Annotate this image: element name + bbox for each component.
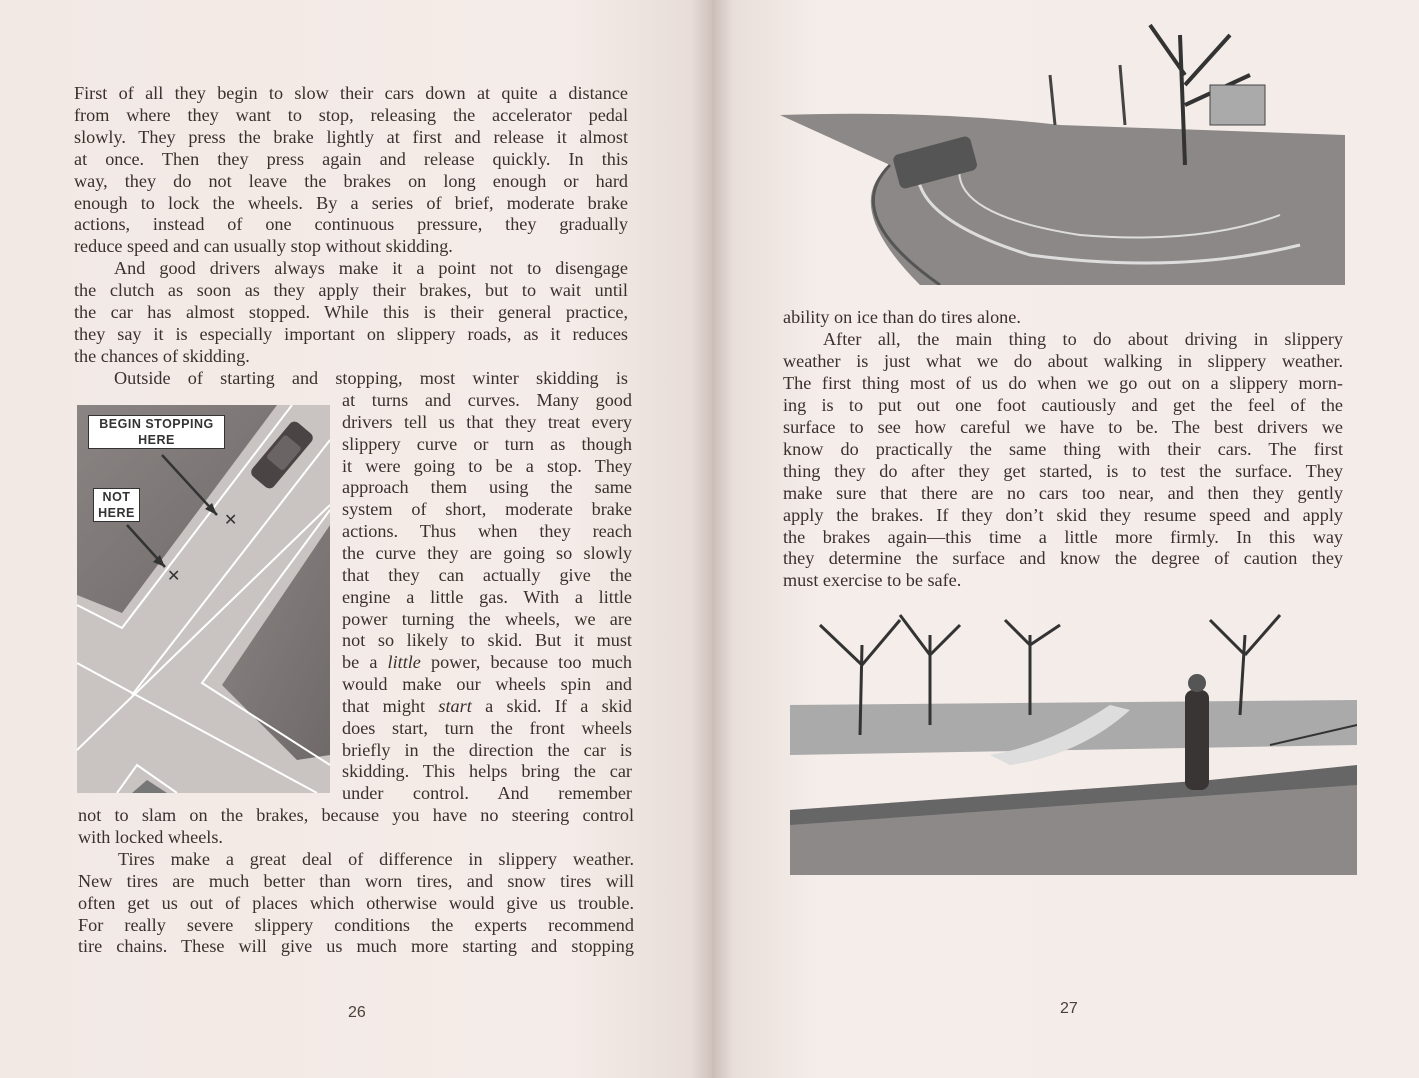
text-line: does start, turn the front wheels [342,717,632,738]
x-mark: ✕ [167,566,181,585]
text-line: tire chains. These will give us much more starting and stopping [78,936,634,957]
text-line: New tires are much better than worn tires, and snow tires will [78,870,634,891]
text-line: skidding. This helps bring the car [342,761,632,782]
text-line: After all, the main thing to do about driving in slippery [823,328,1343,349]
text-line: the curve they are going so slowly [342,542,632,563]
text-line: know do practically the same thing with their cars. The first [783,438,1343,459]
text-line: ability on ice than do tires alone. [783,307,1021,327]
text-line: slowly. They press the brake lightly at first and release it almost [74,126,628,147]
text-line: make sure that there are no cars too near, and then they gently [783,482,1343,503]
page-number: 26 [348,1004,366,1021]
text-line: actions. Thus when they reach [342,521,632,542]
text-line: often get us out of places which otherwise would give us trouble. [78,892,634,913]
text-line: power turning the wheels, we are [342,608,632,629]
x-mark: ✕ [224,510,238,529]
text-line: from where they want to stop, releasing the accelerator pedal [74,104,628,125]
text-line: engine a little gas. With a little [342,586,632,607]
text-line: way, they do not leave the brakes on long enough or hard [74,170,628,191]
text-line: weather is just what we do about walking in slippery weather. [783,350,1343,371]
text-line: that they can actually give the [342,564,632,585]
right-page [712,0,1419,1078]
text-line: not so likely to skid. But it must [342,630,632,651]
text-line: the car has almost stopped. While this is their general practice, [74,302,628,322]
italic-text: start [438,695,472,716]
not-here-label: NOT HERE [93,488,140,522]
text-line: surface to see how careful we have to be. The best drivers we [783,416,1343,437]
text-line: reduce speed and can usually stop without skidding. [74,236,453,257]
text-line: ing is to put out one foot cautiously and get the feel of the [783,394,1343,415]
italic-text: little [387,652,421,673]
text-segment: that might [342,695,439,716]
text-line: not to slam on the brakes, because you have no steering control [78,805,634,825]
text-line: the chances of skidding. [74,345,250,366]
text-line: approach them using the same [342,477,632,498]
begin-stopping-label: BEGIN STOPPING HERE [88,415,225,449]
text-line: at once. Then they press again and release quickly. In this [74,148,628,169]
skidding-car-illustration [780,15,1345,285]
text-line: apply the brakes. If they don’t skid they resume speed and apply [783,504,1343,525]
text-line: The first thing most of us do when we go out on a slippery morn- [783,372,1343,393]
text-line: the clutch as soon as they apply their brakes, but to wait until [74,280,628,301]
text-segment: power, because too much [420,652,632,673]
text-line [342,695,632,717]
text-line: slippery curve or turn as though [342,433,632,454]
text-line: Tires make a great deal of difference in slippery weather. [118,848,634,869]
text-segment: a skid. If a skid [471,695,632,716]
text-line: enough to lock the wheels. By a series of brief, moderate brake [74,192,628,213]
text-line: And good drivers always make it a point not to disengage [114,258,628,279]
text-line: For really severe slippery conditions the experts recommend [78,914,634,935]
text-line: Outside of starting and stopping, most winter skidding is [114,367,628,388]
man-walking-illustration [790,605,1357,875]
text-line: at turns and curves. Many good [342,390,632,410]
text-line: thing they do after they get started, is to test the surface. They [783,460,1343,481]
text-line: they say it is especially important on slippery roads, as it reduces [74,323,628,344]
text-line: they determine the surface and know the degree of caution they [783,548,1343,569]
text-line: with locked wheels. [78,826,223,847]
text-line [342,651,632,673]
text-line: drivers tell us that they treat every [342,411,632,432]
text-line: First of all they begin to slow their cars down at quite a distance [74,83,628,103]
text-line: system of short, moderate brake [342,499,632,520]
text-segment: be a [342,652,388,673]
text-line: must exercise to be safe. [783,570,962,591]
text-line: would make our wheels spin and [342,674,632,695]
text-line: it were going to be a stop. They [342,455,632,476]
text-line: briefly in the direction the car is [342,739,632,760]
text-line: the brakes again—this time a little more firmly. In this way [783,526,1343,547]
page-number: 27 [1060,1000,1078,1017]
stopping-diagram [77,405,330,793]
text-line: actions, instead of one continuous pressure, they gradually [74,214,628,235]
text-line: under control. And remember [342,783,632,804]
